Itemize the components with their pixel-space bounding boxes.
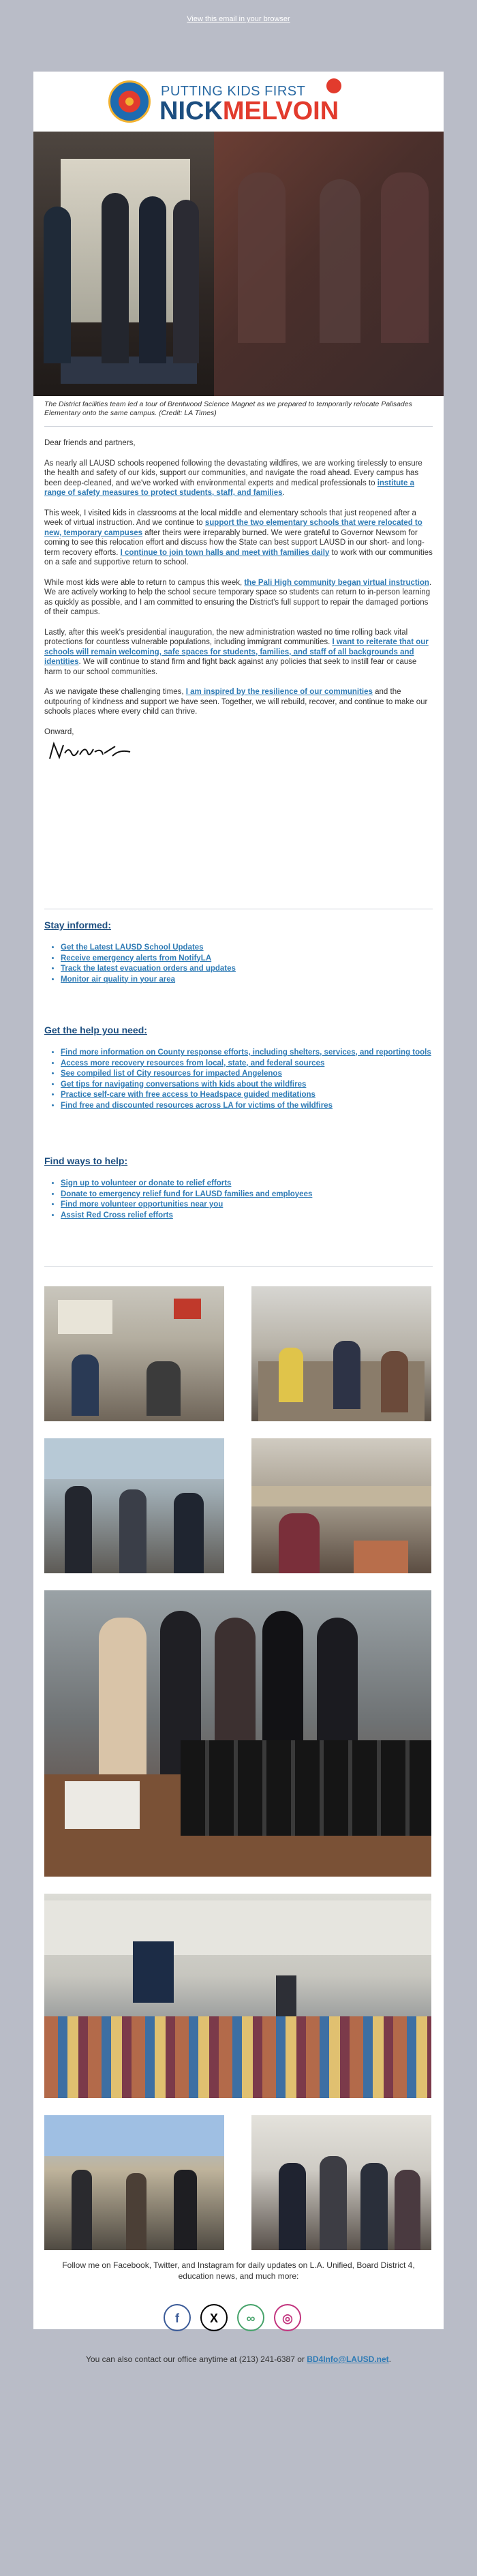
classroom-photo — [44, 1286, 224, 1421]
campus-tour-photo — [44, 2115, 224, 2250]
apple-icon — [326, 78, 341, 93]
help-out-link[interactable]: Find more volunteer opportunities near you — [61, 1200, 224, 1209]
stay-informed-link[interactable]: Monitor air quality in your area — [61, 975, 176, 984]
town-halls-link[interactable]: I continue to join town halls and meet with families daily — [120, 548, 330, 557]
get-help-link[interactable]: Access more recovery resources from local, state, and federal sources — [61, 1059, 325, 1067]
header-logo — [33, 72, 444, 132]
help-out-link[interactable]: Donate to emergency relief fund for LAUSD families and employees — [61, 1189, 313, 1198]
brand-tagline: PUTTING KIDS FIRST — [161, 84, 306, 99]
stay-informed-link[interactable]: Track the latest evacuation orders and updates — [61, 965, 236, 973]
cafeteria-photo — [251, 1438, 431, 1573]
preheader — [0, 0, 477, 37]
stay-informed-title: Stay informed: — [44, 920, 112, 930]
contact-email-link[interactable]: BD4Info@LAUSD.net — [307, 2354, 389, 2364]
stay-informed-list — [44, 943, 442, 985]
hero-caption: The District facilities team led a tour of Brentwood Science Magnet as we prepared to temporarily relocate Palisades Elementary onto the same campus. (Credit: LA Times) — [44, 400, 412, 417]
x-icon[interactable]: X — [200, 2304, 228, 2331]
help-out-title: Find ways to help: — [44, 1155, 128, 1166]
list-item — [61, 1101, 442, 1112]
book-donation-photo — [44, 1894, 431, 2098]
get-help-title: Get the help you need: — [44, 1025, 147, 1035]
divider — [44, 426, 433, 427]
email-card — [33, 72, 444, 2364]
list-item — [61, 1189, 442, 1200]
list-item — [61, 1179, 442, 1189]
get-help-link[interactable]: Get tips for navigating conversations with kids about the wildfires — [61, 1080, 307, 1089]
stay-informed-link[interactable]: Receive emergency alerts from NotifyLA — [61, 954, 212, 963]
list-item — [61, 1059, 442, 1070]
list-item — [61, 1200, 442, 1211]
get-help-link[interactable]: See compiled list of City resources for impacted Angelenos — [61, 1070, 282, 1078]
get-help-list — [44, 1048, 442, 1111]
paragraph-3: While most kids were able to return to campus this week, the Pali High community began virtual instruction. We are actively working to help the school secure temporary space so students can return to in-person learning as quickly as possible, and I am committed to ensuring the District's full support to repair the damaged portions of their campus. — [44, 578, 432, 616]
facebook-icon[interactable]: f — [164, 2304, 191, 2331]
lausd-seal-icon — [108, 80, 151, 123]
list-item — [61, 954, 442, 965]
list-item — [61, 1048, 442, 1059]
help-out-link[interactable]: Assist Red Cross relief efforts — [61, 1211, 173, 1219]
help-out-list — [44, 1179, 442, 1221]
instagram-icon[interactable]: ◎ — [274, 2304, 301, 2331]
list-item — [61, 964, 442, 975]
list-item — [61, 975, 442, 986]
contact-text: You can also contact our office anytime at (213) 241-6387 or BD4Info@LAUSD.net. — [86, 2354, 391, 2364]
view-in-browser-link[interactable]: View this email in your browser — [187, 15, 290, 23]
paragraph-4: Lastly, after this week's presidential inauguration, the new administration wasted no time rolling back vital protections for countless vulnerable populations, including immigrant communities. I want to reiterate that our schools will remain welcoming, safe spaces for students, families, and staff of all backgrounds and identities. We will continue to stand firm and fight back against any policies that seek to instill fear or cause harm to our school communities. — [44, 628, 429, 676]
link-icon[interactable]: ∞ — [237, 2304, 264, 2331]
stay-informed-link[interactable]: Get the Latest LAUSD School Updates — [61, 943, 204, 952]
list-item — [61, 1069, 442, 1080]
list-item — [61, 1211, 442, 1222]
group-photo — [251, 2115, 431, 2250]
list-item — [61, 1090, 442, 1101]
signature-icon — [47, 740, 433, 763]
paragraph-2: This week, I visited kids in classrooms at the local middle and elementary schools that just reopened after a week of virtual instruction. And we continue to support the two elementary schools that were relocated to new, temporary campuses after theirs were irreparably burned. We were grateful to Governor Newsom for coming to see this relocation effort and discuss how the State can best support LAUSD in our short- and long-term recovery efforts. I continue to join town halls and meet with families daily to work with our communities on a safe and supportive return to school. — [44, 509, 433, 566]
resilience-link[interactable]: I am inspired by the resilience of our communities — [185, 688, 373, 696]
list-item — [61, 1080, 442, 1091]
welcoming-schools-link[interactable]: I want to reiterate that our schools will remain welcoming, safe spaces for students, families, and staff of all backgrounds and identities — [44, 638, 429, 666]
divider — [44, 1266, 433, 1267]
follow-text: Follow me on Facebook, Twitter, and Instagram for daily updates on L.A. Unified, Board District 4, education news, and much more: — [62, 2260, 415, 2281]
donation-volunteers-photo — [44, 1590, 431, 1877]
safety-measures-link[interactable]: institute a range of safety measures to protect students, staff, and families — [44, 479, 414, 497]
closing: Onward, — [44, 727, 74, 736]
letter-body — [44, 438, 433, 763]
get-help-link[interactable]: Find more information on County response efforts, including shelters, services, and reporting tools — [61, 1048, 431, 1057]
get-help-link[interactable]: Find free and discounted resources across LA for victims of the wildfires — [61, 1101, 333, 1110]
pali-high-link[interactable]: the Pali High community began virtual instruction — [244, 578, 429, 587]
brand-name: NICKMELVOIN — [159, 97, 339, 125]
hero-photo — [33, 132, 444, 396]
help-out-link[interactable]: Sign up to volunteer or donate to relief efforts — [61, 1179, 232, 1187]
list-item — [61, 943, 442, 954]
gym-event-photo — [251, 1286, 431, 1421]
get-help-link[interactable]: Practice self-care with free access to Headspace guided meditations — [61, 1091, 316, 1099]
greeting: Dear friends and partners, — [44, 439, 136, 447]
relocated-schools-link[interactable]: support the two elementary schools that were relocated to new, temporary campuses — [44, 519, 422, 537]
paragraph-5: As we navigate these challenging times, I am inspired by the resilience of our communities and the outpouring of kindness and support we have seen. Together, we will rebuild, recover, and continue to make our schools places where every child can thrive. — [44, 688, 428, 716]
outdoor-visit-photo — [44, 1438, 224, 1573]
paragraph-1: As nearly all LAUSD schools reopened following the devastating wildfires, we are working tirelessly to ensure the health and safety of our kids, support our communities, and navigate the road ahead. Every campus has been deep-cleaned, and we've worked with environmental experts and medical professionals to institute a range of safety measures to protect students, staff, and families. — [44, 459, 422, 497]
